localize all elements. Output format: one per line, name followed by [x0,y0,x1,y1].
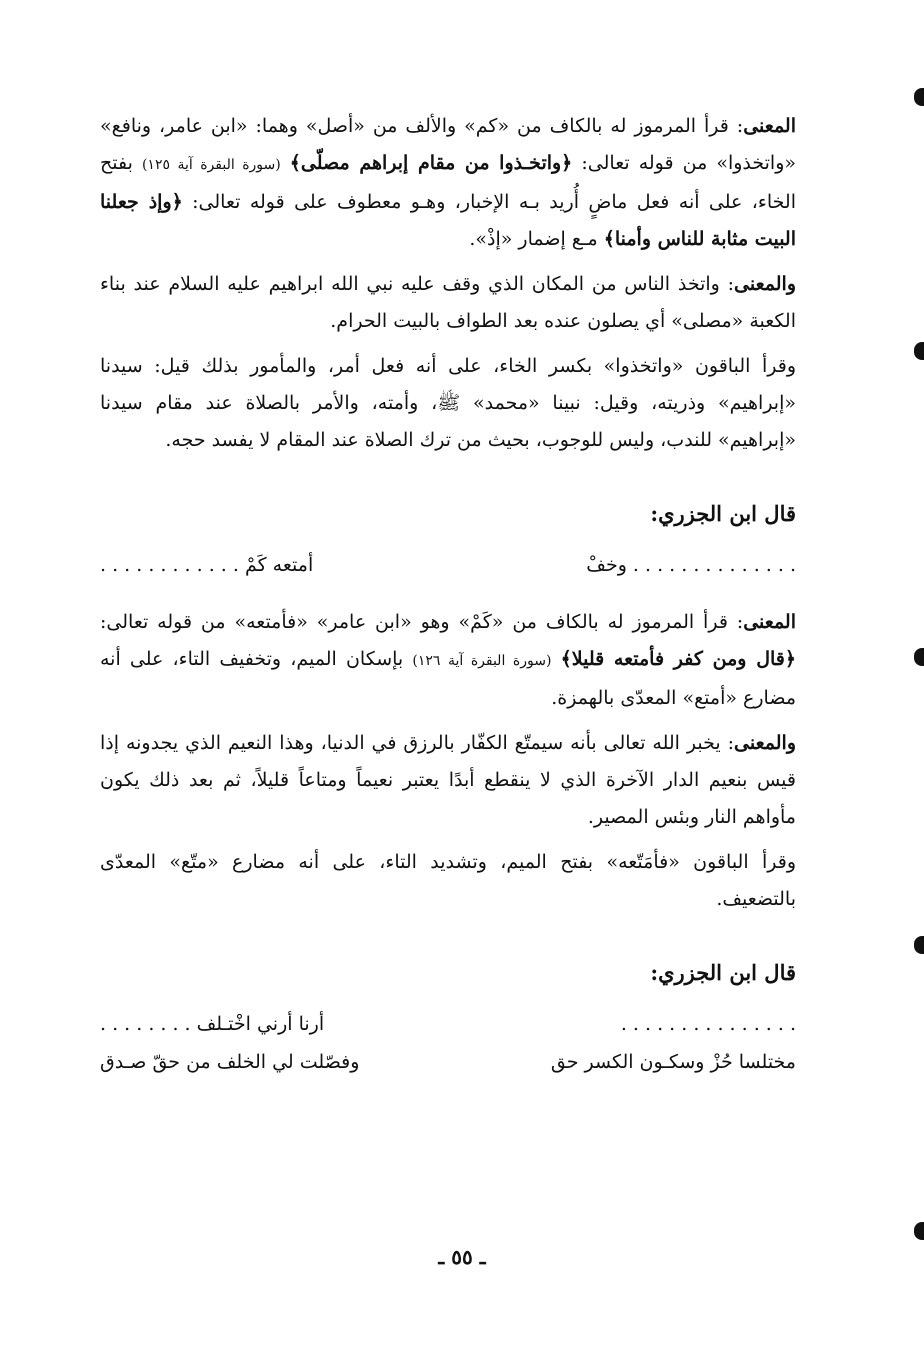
text: وقرأ الباقون «فأمَتّعه» بفتح الميم، وتشديد التاء، على أنه مضارع «متّع» المعدّى بالتضعيف. [100,851,796,910]
term-label: والمعنى [734,273,796,295]
poem-line [100,546,796,584]
paragraph-1 [100,108,796,258]
text: بإسكان الميم، وتخفيف التاء، على أنه مضارع «أمتع» المعدّى بالهمزة. [100,648,796,709]
edge-mark [914,88,924,106]
poem-line [100,1043,796,1081]
edge-mark [914,342,924,360]
text: : قرأ المرموز له بالكاف من «كم» والألف من «أصل» وهما: «ابن عامر، ونافع» «واتخذوا» من قوله تعالى: [100,115,797,174]
quran-verse: ﴿واتخـذوا من مقام إبراهم مصلّى﴾ [289,152,573,174]
surah-reference: (سورة البقرة آية ١٢٦) [412,653,552,669]
edge-mark [914,648,924,666]
hemistich-right: . . . . . . . . . . . . . . وخفْ [586,554,796,576]
text: وقرأ الباقون «واتخذوا» بكسر الخاء، على أنه فعل أمر، والمأمور بذلك قيل: سيدنا «إبراهيم» وذريته، وقيل: نبينا «محمد» ﷺ، وأمته، والأمر بالصلاة عند مقام سيدنا «إبراهيم» للندب، وليس للوجوب، بحيث من ترك الصلاة عند المقام لا يفسد حجه. [100,355,796,451]
text: : واتخذ الناس من المكان الذي وقف عليه نبي الله ابراهيم عليه السلام عند بناء الكعبة «مصلى» أي يصلون عنده بعد الطواف بالبيت الحرام. [100,273,796,332]
page-body [100,108,796,1081]
quran-verse: ﴿وإذ جعلنا البيت مثابة للناس وأمنا﴾ [100,191,796,250]
section-heading: قال ابن الجزري: [650,960,796,985]
hemistich-right: . . . . . . . . . . . . . . . [620,1013,796,1035]
quran-verse: ﴿قال ومن كفر فأمتعه قليلا﴾ [560,648,797,670]
paragraph-3 [100,348,796,459]
paragraph-5 [100,725,796,836]
paragraph-6 [100,844,796,918]
hemistich-left: أرنا أرني اخْتـلف . . . . . . . . [100,1013,325,1035]
paragraph-2 [100,266,796,340]
text: بفتح الخاء، على أنه فعل ماضٍ أُريد بـه الإخبار، وهـو معطوف على قوله تعالى: [100,152,796,213]
term-label: المعنى [743,611,796,633]
edge-mark [914,936,924,954]
page-number: ـ ٥٥ ـ [438,1245,486,1269]
text: مـع إضمار «إذْ». [469,228,604,250]
section-heading: قال ابن الجزري: [650,501,796,526]
edge-mark [914,1222,924,1240]
surah-reference: (سورة البقرة آية ١٢٥) [141,157,281,173]
hemistich-right: مختلسا حُزْ وسكـون الكسر حق [550,1051,796,1073]
text: : قرأ المرموز له بالكاف من «كَمْ» وهو «ابن عامر» «فأمتعه» من قوله تعالى: [100,611,744,633]
term-label: المعنى [743,115,796,137]
text: : يخبر الله تعالى بأنه سيمتّع الكفّار بالرزق في الدنيا، وهذا النعيم الذي يجدونه إذا قيس بنعيم الدار الآخرة الذي لا ينقطع أبدًا يعتبر نعيماً ومتاعاً قليلاً، ثم بعد ذلك يكون مأواهم النار وبئس المصير. [100,732,796,828]
poem-line [100,1005,796,1043]
hemistich-left: أمتعه كَمْ . . . . . . . . . . . . [100,554,314,576]
hemistich-left: وفصّلت لي الخلف من حقّ صـدق [100,1051,360,1073]
paragraph-4 [100,604,796,717]
term-label: والمعنى [734,732,796,754]
